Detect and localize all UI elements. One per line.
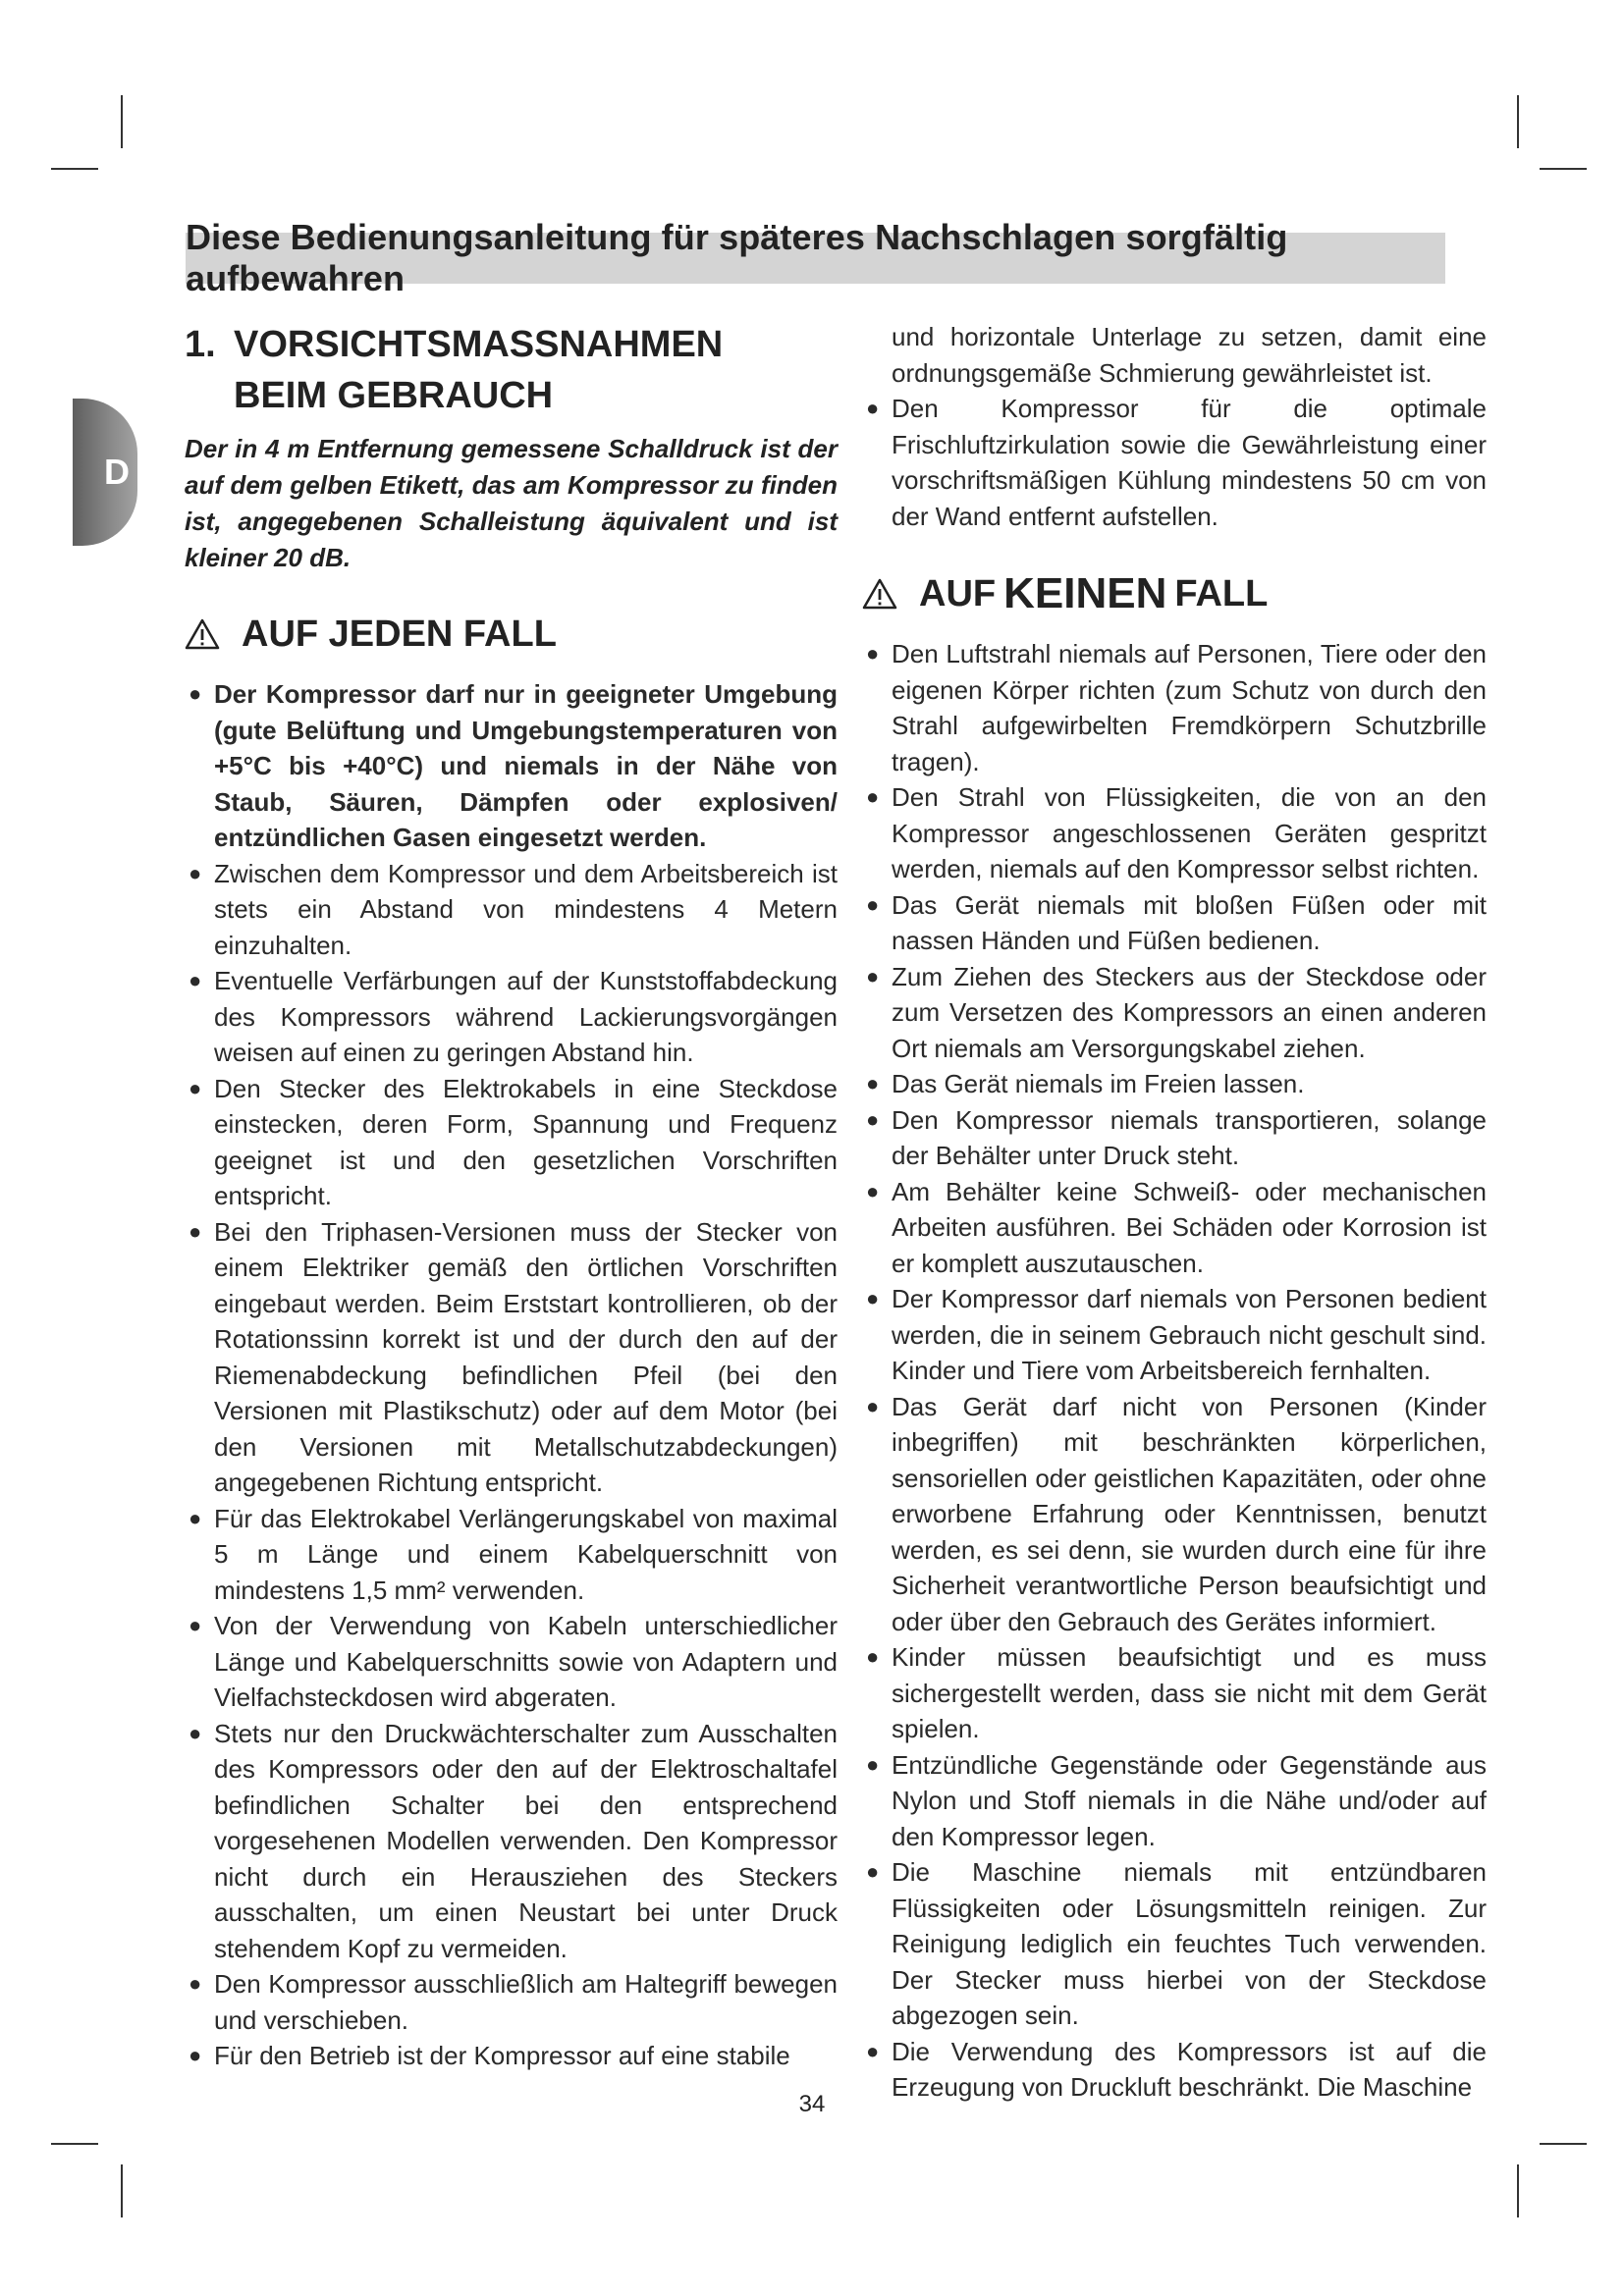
crop-mark	[1517, 2164, 1519, 2217]
bullet-icon: ●	[866, 396, 880, 420]
list-item: ● Stets nur den Druckwächterschalter zum Ausschalten des Kompressors oder den auf der Elektroschaltafel befindlichen Schalter bei den entsprechend vorgesehenen Modellen verwenden. Den Kompressor nicht durch ein Herausziehen des Steckers ausschalten, um einen Neustart bei unter Druck stehendem Kopf zu vermeiden.	[185, 1716, 838, 1967]
always-heading-label: AUF JEDEN FALL	[242, 614, 557, 655]
list-item: ● Das Gerät niemals mit bloßen Füßen oder mit nassen Händen und Füßen bedienen.	[862, 887, 1487, 959]
never-list	[862, 636, 1487, 2106]
section-number: 1.	[185, 324, 216, 365]
bullet-icon: ●	[866, 1106, 880, 1132]
language-tab-label: D	[104, 452, 130, 492]
bullet-icon: ●	[866, 1286, 880, 1310]
crop-mark	[1517, 95, 1519, 148]
always-list-continued	[862, 391, 1487, 534]
crop-mark	[121, 95, 123, 148]
list-item: ● Der Kompressor darf nur in geeigneter Umgebung (gute Belüftung und Umgebungstemperaturen von +5°C bis +40°C) und niemals in der Nähe von Staub, Säuren, Dämpfen oder explosiven/ entzündlichen Gasen eingesetzt werden.	[185, 676, 838, 856]
warning-triangle-icon	[862, 578, 897, 610]
never-heading-post: FALL	[1174, 573, 1269, 614]
bullet-icon: ●	[866, 963, 880, 988]
bullet-icon: ●	[866, 641, 880, 666]
bullet-icon: ●	[866, 1644, 880, 1669]
list-item: ● Die Maschine niemals mit entzündbaren Flüssigkeiten oder Lösungsmitteln reinigen. Zur Reinigung lediglich ein feuchtes Tuch verwenden. Der Stecker muss hierbei von der Steckdose abgezogen sein.	[862, 1854, 1487, 2034]
never-heading	[862, 569, 1487, 618]
crop-mark	[121, 2164, 123, 2217]
left-column	[185, 319, 838, 2074]
crop-mark	[51, 2143, 98, 2145]
list-item: ● Den Strahl von Flüssigkeiten, die von an den Kompressor angeschlossenen Geräten gespritzt werden, niemals auf den Kompressor selbst richten.	[862, 779, 1487, 887]
bullet-icon: ●	[189, 860, 202, 885]
bullet-icon: ●	[189, 681, 202, 706]
crop-mark	[51, 168, 98, 170]
list-item: ● Von der Verwendung von Kabeln unterschiedlicher Länge und Kabelquerschnitts sowie von Adaptern und Vielfachsteckdosen wird abgeraten.	[185, 1608, 838, 1716]
section-title: VORSICHTSMASSNAHMEN BEIM GEBRAUCH	[234, 324, 724, 416]
bullet-icon: ●	[866, 2038, 880, 2063]
never-heading-pre: AUF	[919, 573, 997, 614]
list-item: ● Das Gerät darf nicht von Personen (Kinder inbegriffen) mit beschränkten körperlichen, sensoriellen oder geistlichen Kapazitäten, oder ohne erworbene Erfahrung oder Kenntnissen, benutzt werden, es sei denn, sie wurden durch eine für ihre Sicherheit verantwortliche Person beaufsichtigt und oder über den Gebrauch des Gerätes informiert.	[862, 1389, 1487, 1640]
bullet-icon: ●	[189, 2043, 202, 2067]
list-item: ● Den Stecker des Elektrokabels in eine Steckdose einstecken, deren Form, Spannung und Frequenz geeignet ist und den gesetzlichen Vorschriften entspricht.	[185, 1071, 838, 1214]
continued-text: und horizontale Unterlage zu setzen, damit eine ordnungsgemäße Schmierung gewährleistet ist.	[892, 322, 1487, 388]
list-item: ● Eventuelle Verfärbungen auf der Kunststoffabdeckung des Kompressors während Lackierungsvorgängen weisen auf einen zu geringen Abstand hin.	[185, 963, 838, 1071]
crop-mark	[1540, 2143, 1587, 2145]
bullet-icon: ●	[866, 1393, 880, 1418]
bullet-icon: ●	[866, 1859, 880, 1884]
never-heading-emphasis: KEINEN	[1003, 569, 1167, 617]
bullet-icon: ●	[189, 1218, 202, 1244]
bullet-icon: ●	[189, 1613, 202, 1637]
list-item: ● Entzündliche Gegenstände oder Gegenstände aus Nylon und Stoff niemals in die Nähe und/oder auf den Kompressor legen.	[862, 1747, 1487, 1855]
list-item: ● Das Gerät niemals im Freien lassen.	[862, 1066, 1487, 1102]
bullet-icon: ●	[189, 1075, 202, 1100]
list-item: ● Zum Ziehen des Steckers aus der Steckdose oder zum Versetzen des Kompressors an einen anderen Ort niemals am Versorgungskabel ziehen.	[862, 959, 1487, 1067]
list-item: ● Für den Betrieb ist der Kompressor auf eine stabile	[185, 2038, 838, 2074]
bullet-icon: ●	[189, 1505, 202, 1530]
bullet-icon: ●	[866, 1178, 880, 1203]
bullet-icon: ●	[866, 1071, 880, 1095]
warning-triangle-icon	[185, 618, 220, 650]
right-column	[862, 319, 1487, 2106]
bullet-icon: ●	[866, 1751, 880, 1777]
bullet-icon: ●	[866, 891, 880, 917]
list-item: ● Die Verwendung des Kompressors ist auf die Erzeugung von Druckluft beschränkt. Die Maschine	[862, 2034, 1487, 2106]
list-item: ● Zwischen dem Kompressor und dem Arbeitsbereich ist stets ein Abstand von mindestens 4 Metern einzuhalten.	[185, 856, 838, 964]
page-number: 34	[798, 2091, 826, 2117]
list-item: ● Am Behälter keine Schweiß- oder mechanischen Arbeiten ausführen. Bei Schäden oder Korrosion ist er komplett auszutauschen.	[862, 1174, 1487, 1282]
always-list	[185, 676, 838, 2074]
language-tab	[73, 399, 137, 546]
always-heading	[185, 610, 838, 659]
list-item: ● Der Kompressor darf niemals von Personen bedient werden, die in seinem Gebrauch nicht geschult sind. Kinder und Tiere vom Arbeitsbereich fernhalten.	[862, 1281, 1487, 1389]
list-item: ● Bei den Triphasen-Versionen muss der Stecker von einem Elektriker gemäß den örtlichen Vorschriften eingebaut werden. Beim Erststart kontrollieren, ob der Rotationssinn korrekt ist und der durch den auf der Riemenabdeckung befindlichen Pfeil (bei den Versionen mit Plastikschutz) oder auf dem Motor (bei den Versionen mit Metallschutzabdeckungen) angegebenen Richtung entspricht.	[185, 1214, 838, 1501]
bullet-icon: ●	[866, 784, 880, 809]
bullet-icon: ●	[189, 1720, 202, 1745]
list-item: ● Den Kompressor ausschließlich am Haltegriff bewegen und verschieben.	[185, 1966, 838, 2038]
list-item: ● Den Kompressor für die optimale Frischluftzirkulation sowie die Gewährleistung einer vorschriftsmäßigen Kühlung mindestens 50 cm von der Wand entfernt aufstellen.	[862, 391, 1487, 534]
crop-mark	[1540, 168, 1587, 170]
section-heading	[185, 319, 838, 421]
bullet-icon: ●	[189, 1971, 202, 1996]
list-item: ● Für das Elektrokabel Verlängerungskabel von maximal 5 m Länge und einem Kabelquerschnitt von mindestens 1,5 mm² verwenden.	[185, 1501, 838, 1609]
list-item: ● Den Kompressor niemals transportieren, solange der Behälter unter Druck steht.	[862, 1102, 1487, 1174]
intro-note: Der in 4 m Entfernung gemessene Schalldruck ist der auf dem gelben Etikett, das am Kompressor zu finden ist, angegebenen Schalleistung äquivalent und ist kleiner 20 dB.	[185, 434, 838, 572]
header-banner: Diese Bedienungsanleitung für späteres Nachschlagen sorgfältig aufbewahren	[186, 233, 1445, 284]
bullet-icon: ●	[189, 968, 202, 992]
list-item: ● Kinder müssen beaufsichtigt und es muss sichergestellt werden, dass sie nicht mit dem Gerät spielen.	[862, 1639, 1487, 1747]
list-item: ● Den Luftstrahl niemals auf Personen, Tiere oder den eigenen Körper richten (zum Schutz von durch den Strahl aufgewirbelten Fremdkörpern Schutzbrille tragen).	[862, 636, 1487, 779]
